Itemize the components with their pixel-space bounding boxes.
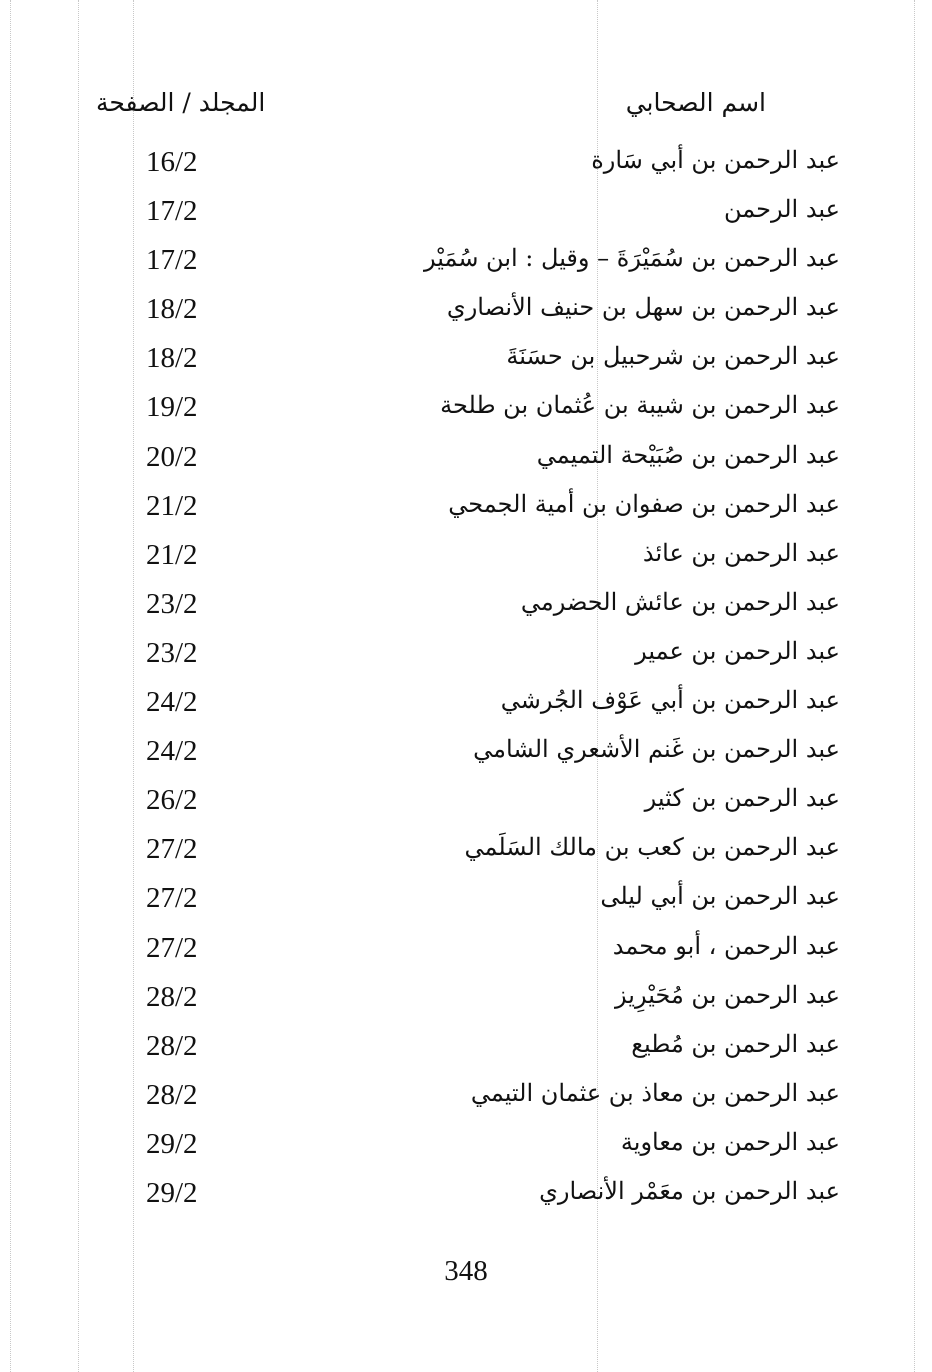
companion-name: عبد الرحمن ، أبو محمد <box>612 931 840 960</box>
volume-page-ref: 26/2 <box>146 784 198 817</box>
table-row <box>0 876 932 925</box>
volume-page-ref: 21/2 <box>146 489 198 522</box>
volume-page-ref: 17/2 <box>146 195 198 228</box>
name-column-header: اسم الصحابي <box>625 88 766 117</box>
page-number: 348 <box>444 1255 488 1287</box>
volume-page-ref: 23/2 <box>146 636 198 669</box>
table-row <box>0 189 932 238</box>
companion-name: عبد الرحمن بن غَنم الأشعري الشامي <box>473 735 840 764</box>
table-row <box>0 778 932 827</box>
ref-column-header: المجلد / الصفحة <box>96 88 266 117</box>
companion-name: عبد الرحمن بن مُطيع <box>631 1029 840 1058</box>
companion-name: عبد الرحمن بن أبي ليلى <box>600 882 840 911</box>
companion-name: عبد الرحمن بن عائش الحضرمي <box>520 587 840 616</box>
table-row <box>0 484 932 533</box>
volume-page-ref: 24/2 <box>146 735 198 768</box>
companion-name: عبد الرحمن بن عائذ <box>642 538 840 567</box>
volume-page-ref: 28/2 <box>146 1029 198 1062</box>
table-row <box>0 385 932 434</box>
companion-name: عبد الرحمن بن شرحبيل بن حسَنَةَ <box>506 342 840 371</box>
volume-page-ref: 19/2 <box>146 391 198 424</box>
companion-name: عبد الرحمن <box>724 195 840 224</box>
volume-page-ref: 23/2 <box>146 587 198 620</box>
companion-name: عبد الرحمن بن صفوان بن أمية الجمحي <box>448 489 840 518</box>
companion-name: عبد الرحمن بن أبي عَوْف الجُرشي <box>500 686 840 715</box>
table-row <box>0 631 932 680</box>
volume-page-ref: 24/2 <box>146 686 198 719</box>
companion-name: عبد الرحمن بن مُحَيْرِيز <box>615 980 840 1009</box>
companion-name: عبد الرحمن بن صُبَيْحة التميمي <box>536 440 840 469</box>
volume-page-ref: 27/2 <box>146 882 198 915</box>
volume-page-ref: 28/2 <box>146 1078 198 1111</box>
volume-page-ref: 27/2 <box>146 931 198 964</box>
table-row <box>0 729 932 778</box>
companion-name: عبد الرحمن بن سُمَيْرَةَ – وقيل : ابن سُمَيْر <box>423 244 840 273</box>
companion-name: عبد الرحمن بن معاذ بن عثمان التيمي <box>470 1078 840 1107</box>
companion-name: عبد الرحمن بن معَمْر الأنصاري <box>539 1176 840 1205</box>
table-row <box>0 926 932 975</box>
volume-page-ref: 29/2 <box>146 1176 198 1209</box>
companion-name: عبد الرحمن بن كثير <box>644 784 840 813</box>
table-row <box>0 140 932 189</box>
table-row <box>0 680 932 729</box>
table-row <box>0 287 932 336</box>
volume-page-ref: 21/2 <box>146 538 198 571</box>
table-row <box>0 1024 932 1073</box>
table-row <box>0 336 932 385</box>
companion-name: عبد الرحمن بن سهل بن حنيف الأنصاري <box>446 293 840 322</box>
volume-page-ref: 27/2 <box>146 833 198 866</box>
table-row <box>0 582 932 631</box>
volume-page-ref: 29/2 <box>146 1127 198 1160</box>
table-row <box>0 975 932 1024</box>
companion-name: عبد الرحمن بن كعب بن مالك السَلَمي <box>464 833 840 862</box>
table-row <box>0 238 932 287</box>
volume-page-ref: 18/2 <box>146 293 198 326</box>
volume-page-ref: 16/2 <box>146 146 198 178</box>
companion-name: عبد الرحمن بن عمير <box>635 636 840 665</box>
companion-name: عبد الرحمن بن أبي سَارة <box>591 146 840 174</box>
volume-page-ref: 18/2 <box>146 342 198 375</box>
table-row <box>0 1171 932 1220</box>
table-row <box>0 1122 932 1171</box>
volume-page-ref: 17/2 <box>146 244 198 277</box>
volume-page-ref: 28/2 <box>146 980 198 1013</box>
index-table <box>0 140 932 1220</box>
table-row <box>0 435 932 484</box>
companion-name: عبد الرحمن بن شيبة بن عُثمان بن طلحة <box>440 391 840 420</box>
companion-name: عبد الرحمن بن معاوية <box>620 1127 840 1156</box>
volume-page-ref: 20/2 <box>146 440 198 473</box>
table-row <box>0 1073 932 1122</box>
table-row <box>0 827 932 876</box>
table-header <box>0 88 932 132</box>
table-row <box>0 533 932 582</box>
